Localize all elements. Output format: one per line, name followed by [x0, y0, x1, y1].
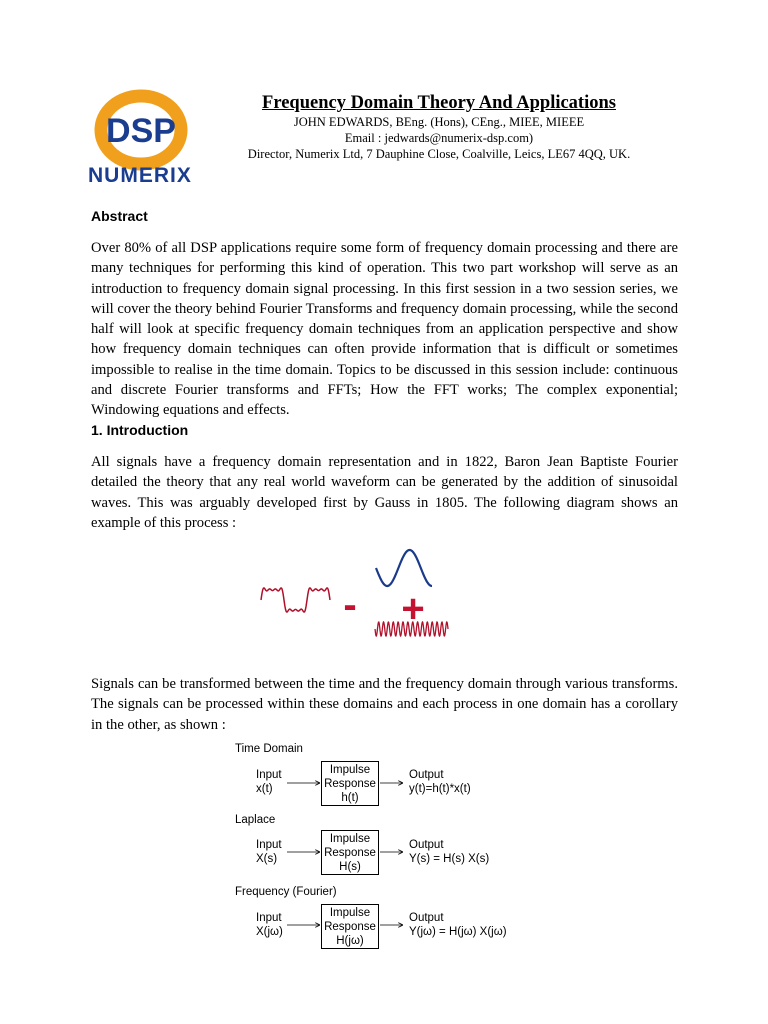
minus-sign: -	[343, 583, 357, 627]
fundamental-sine-wave	[376, 550, 432, 586]
input-label: Input X(jω)	[256, 912, 283, 938]
plus-sign: +	[401, 587, 425, 631]
output-label: Output y(t)=h(t)*x(t)	[409, 769, 471, 795]
input-label: Input x(t)	[256, 769, 282, 795]
affiliation-line: Director, Numerix Ltd, 7 Dauphine Close, Coalville, Leics, LE67 4QQ, UK.	[247, 147, 631, 161]
impulse-response-box: Impulse Response H(s)	[321, 830, 379, 875]
domain-label: Time Domain	[235, 743, 303, 755]
author-line: JOHN EDWARDS, BEng. (Hons), CEng., MIEE, MIEEE	[293, 115, 585, 129]
logo-wordmark: NUMERIX	[88, 164, 192, 187]
impulse-response-box: Impulse Response H(jω)	[321, 904, 379, 949]
introduction-heading: 1. Introduction	[91, 422, 189, 438]
introduction-paragraph-1: All signals have a frequency domain representation and in 1822, Baron Jean Baptiste Fourier detailed the theory that any real world waveform can be generated by the addition of sinusoidal waves. This was arguably developed first by Gauss in 1805. The following diagram shows an example of this process :	[91, 454, 678, 531]
logo-badge-text: DSP	[106, 112, 176, 150]
domain-label: Frequency (Fourier)	[235, 886, 337, 898]
abstract-heading: Abstract	[91, 208, 148, 224]
abstract-text: Over 80% of all DSP applications require some form of frequency domain processing and there are many techniques for performing this kind of operation. This two part workshop will serve as an introduction to frequency domain signal processing. In this first session in a two session series, we will cover the theory behind Fourier Transforms and frequency domain processing, while the second half will look at specific frequency domain techniques from an application perspective and show how frequency domain techniques can often provide information that is difficult or sometimes impossible to realise in the time domain. Topics to be discussed in this session include: continuous and discrete Fourier transforms and FFTs; How the FFT works; The complex exponential; Windowing equations and effects.	[91, 240, 678, 419]
input-label: Input X(s)	[256, 839, 282, 865]
paper-title: Frequency Domain Theory And Applications	[262, 93, 616, 113]
paper-header	[200, 92, 678, 162]
output-label: Output Y(jω) = H(jω) X(jω)	[409, 912, 507, 938]
composite-waveform	[261, 588, 330, 612]
domain-label: Laplace	[235, 814, 276, 826]
email-line: Email : jedwards@numerix-dsp.com)	[344, 131, 534, 145]
fourier-synthesis-diagram	[255, 538, 460, 648]
impulse-response-box: Impulse Response h(t)	[321, 761, 379, 806]
introduction-paragraph-2: Signals can be transformed between the time and the frequency domain through various transforms. The signals can be processed within these domains and each process in one domain has a corollary in the other, as shown :	[91, 676, 678, 733]
output-label: Output Y(s) = H(s) X(s)	[409, 839, 490, 865]
